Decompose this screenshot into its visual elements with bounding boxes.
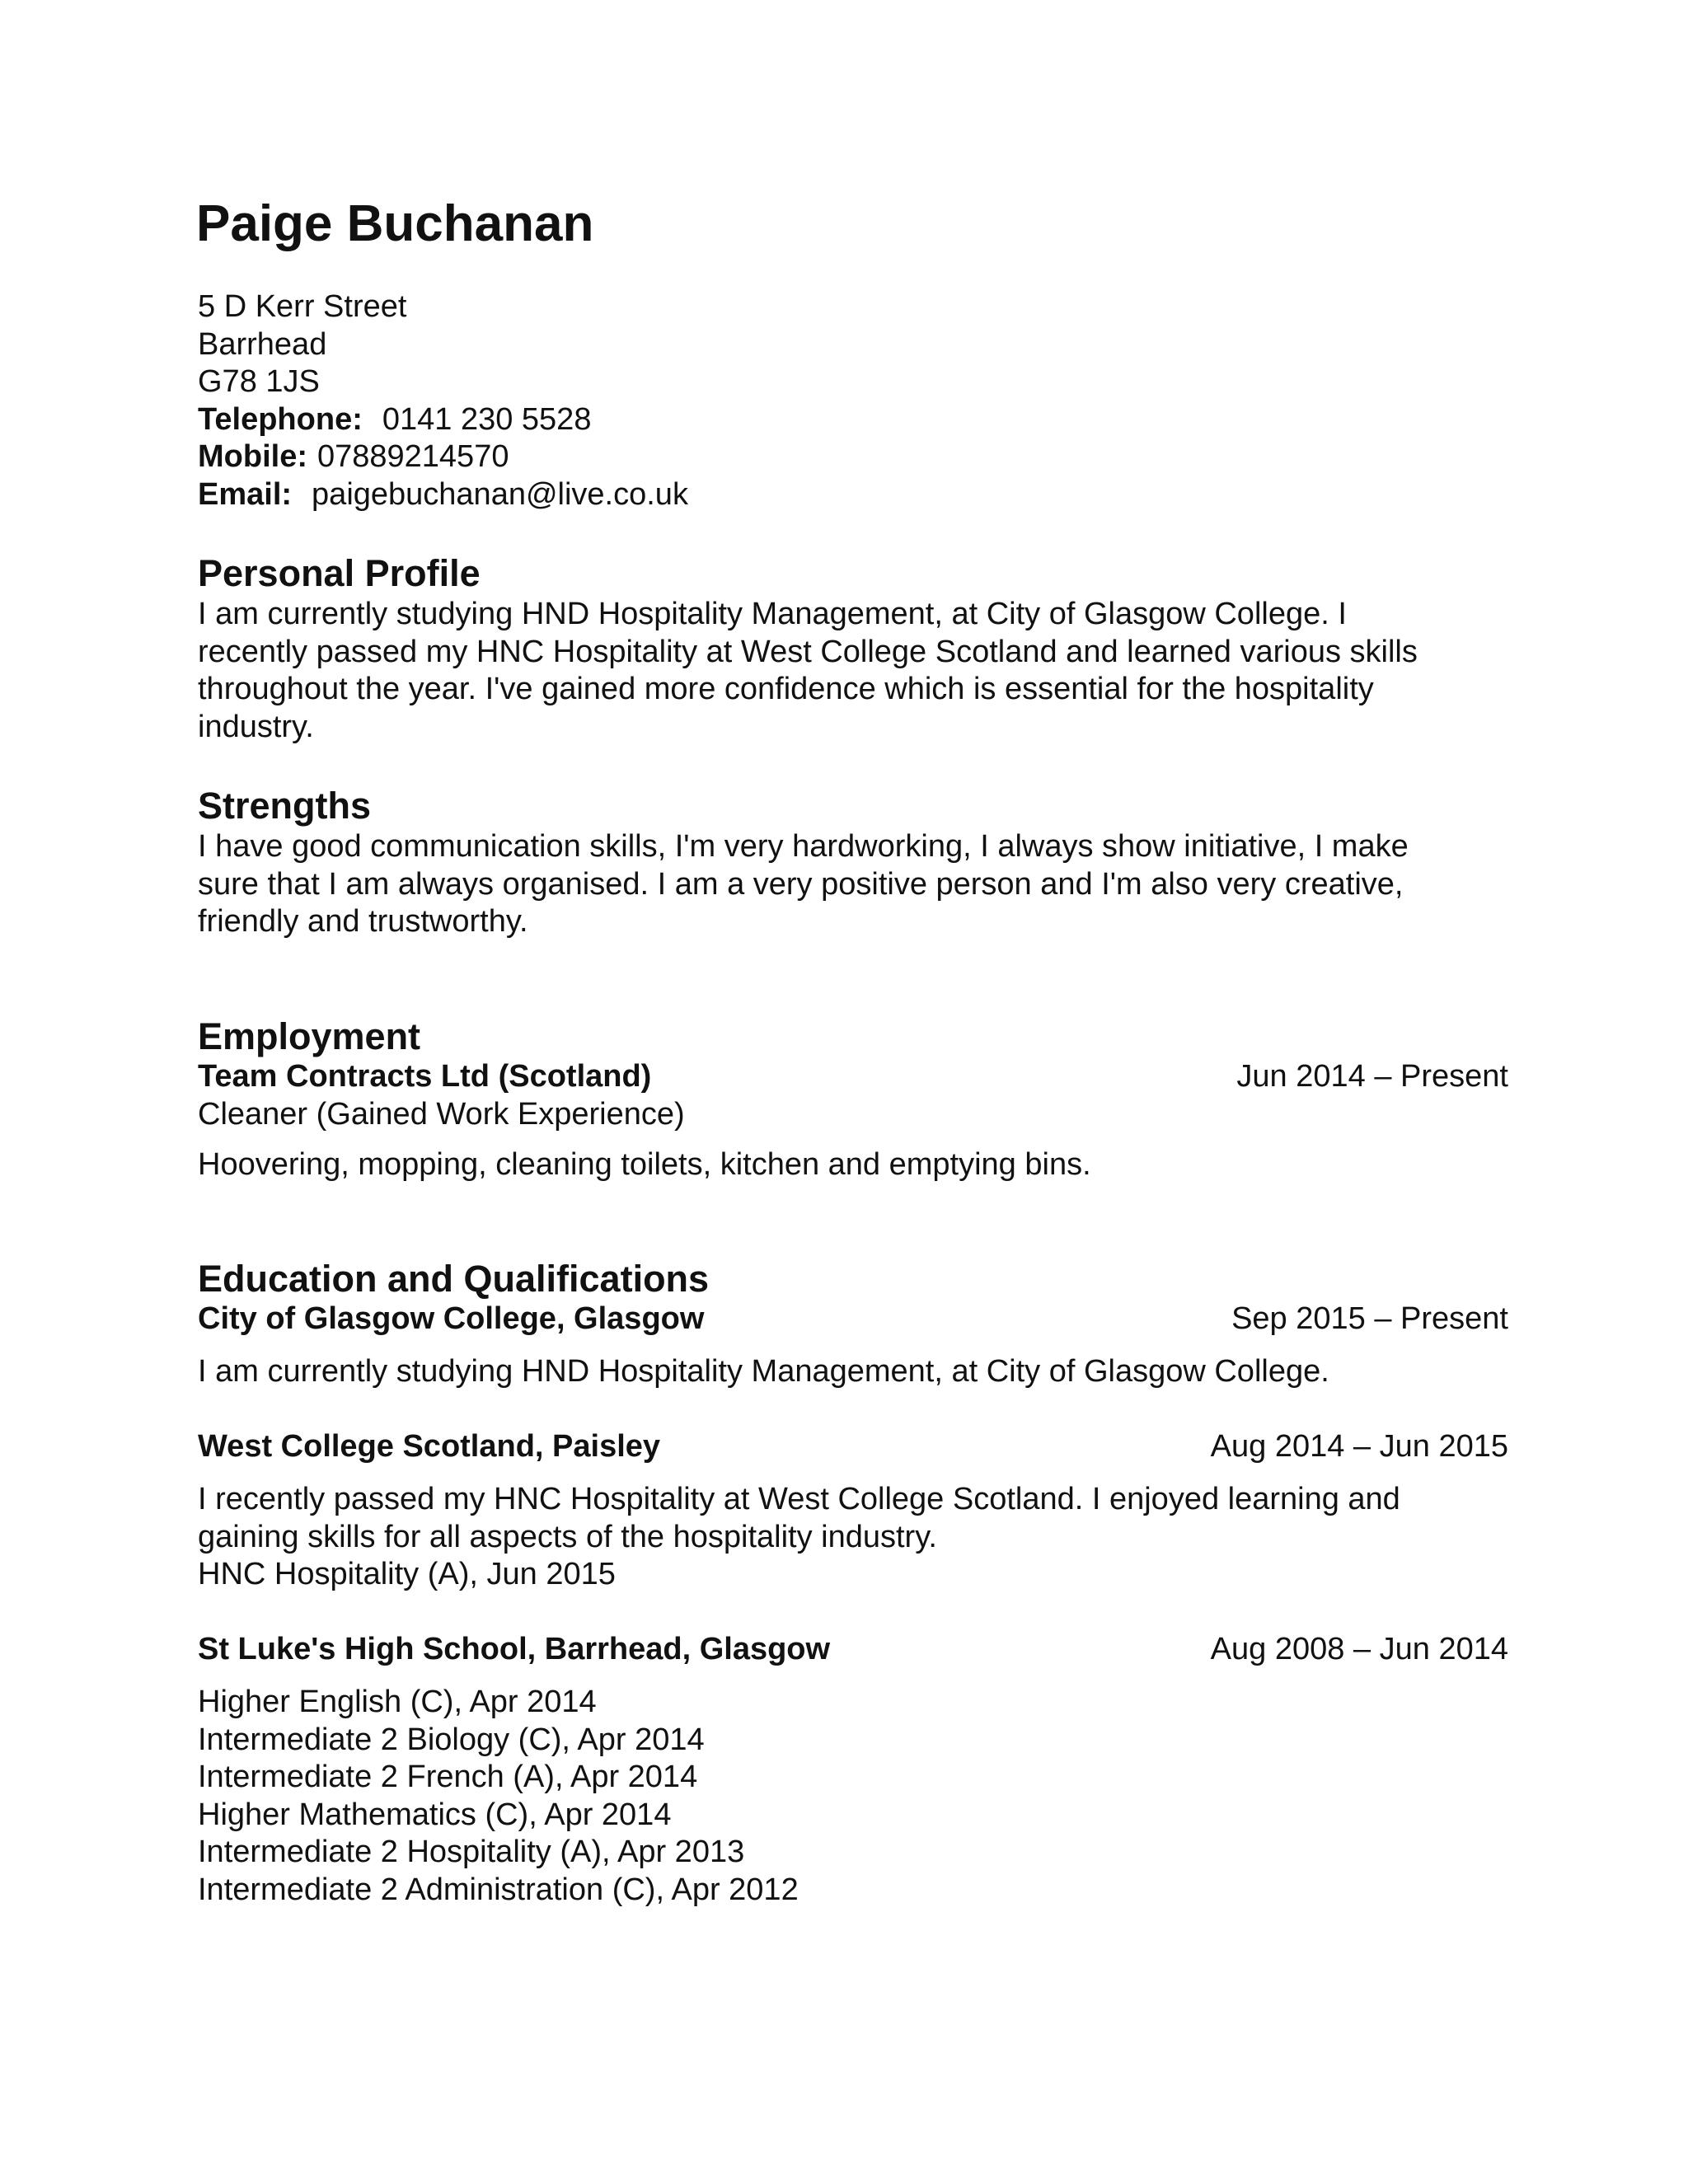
employer-name: Team Contracts Ltd (Scotland)	[198, 1059, 652, 1094]
employment-dates: Jun 2014 – Present	[1236, 1059, 1508, 1094]
address-line-street: 5 D Kerr Street	[198, 289, 407, 324]
education-dates: Aug 2008 – Jun 2014	[1210, 1632, 1508, 1666]
telephone-row	[198, 401, 688, 439]
education-detail: HNC Hospitality (A), Jun 2015	[198, 1557, 616, 1591]
strengths-text	[198, 828, 1517, 941]
qualifications-list	[198, 1684, 1517, 1909]
profile-text	[198, 596, 1517, 746]
telephone-label: Telephone:	[198, 401, 363, 437]
institution-name: City of Glasgow College, Glasgow	[198, 1301, 705, 1336]
institution-name: St Luke's High School, Barrhead, Glasgow	[198, 1632, 831, 1666]
mobile-label: Mobile:	[198, 439, 307, 474]
qualification-item: Intermediate 2 Hospitality (A), Apr 2013	[198, 1835, 745, 1869]
address-line-postcode: G78 1JS	[198, 364, 320, 399]
address-block	[198, 288, 688, 513]
education-detail: gaining skills for all aspects of the hospitality industry.	[198, 1519, 937, 1554]
profile-line: throughout the year. I've gained more confidence which is essential for the hospitality	[198, 672, 1374, 706]
employment-heading: Employment	[198, 1015, 421, 1057]
telephone-value: 0141 230 5528	[382, 401, 592, 437]
qualification-item: Intermediate 2 French (A), Apr 2014	[198, 1760, 698, 1794]
email-label: Email:	[198, 476, 293, 512]
job-role: Cleaner (Gained Work Experience)	[198, 1097, 685, 1132]
profile-line: industry.	[198, 709, 314, 744]
profile-heading: Personal Profile	[198, 552, 481, 594]
institution-name: West College Scotland, Paisley	[198, 1429, 661, 1464]
strengths-heading: Strengths	[198, 785, 372, 827]
mobile-row	[198, 438, 688, 476]
education-heading: Education and Qualifications	[198, 1258, 710, 1300]
cv-name: Paige Buchanan	[196, 195, 594, 252]
education-detail-block	[198, 1481, 1517, 1594]
qualification-item: Higher English (C), Apr 2014	[198, 1685, 597, 1719]
job-duties: Hoovering, mopping, cleaning toilets, kitchen and emptying bins.	[198, 1147, 1091, 1182]
education-dates: Aug 2014 – Jun 2015	[1210, 1429, 1508, 1464]
address-line-town: Barrhead	[198, 326, 327, 362]
email-value: paigebuchanan@live.co.uk	[312, 476, 688, 512]
qualification-item: Intermediate 2 Biology (C), Apr 2014	[198, 1722, 705, 1757]
profile-line: recently passed my HNC Hospitality at West College Scotland and learned various skills	[198, 634, 1418, 669]
qualification-item: Intermediate 2 Administration (C), Apr 2012	[198, 1872, 799, 1907]
education-dates: Sep 2015 – Present	[1231, 1301, 1508, 1336]
strengths-line: I have good communication skills, I'm very hardworking, I always show initiative, I make	[198, 829, 1409, 864]
qualification-item: Higher Mathematics (C), Apr 2014	[198, 1797, 672, 1832]
profile-line: I am currently studying HND Hospitality Management, at City of Glasgow College. I	[198, 597, 1347, 631]
education-detail: I am currently studying HND Hospitality Management, at City of Glasgow College.	[198, 1354, 1329, 1389]
education-detail: I recently passed my HNC Hospitality at West College Scotland. I enjoyed learning and	[198, 1482, 1400, 1516]
email-row	[198, 476, 688, 514]
strengths-line: sure that I am always organised. I am a very positive person and I'm also very creative,	[198, 866, 1404, 902]
strengths-line: friendly and trustworthy.	[198, 904, 528, 939]
mobile-value: 07889214570	[316, 439, 509, 474]
